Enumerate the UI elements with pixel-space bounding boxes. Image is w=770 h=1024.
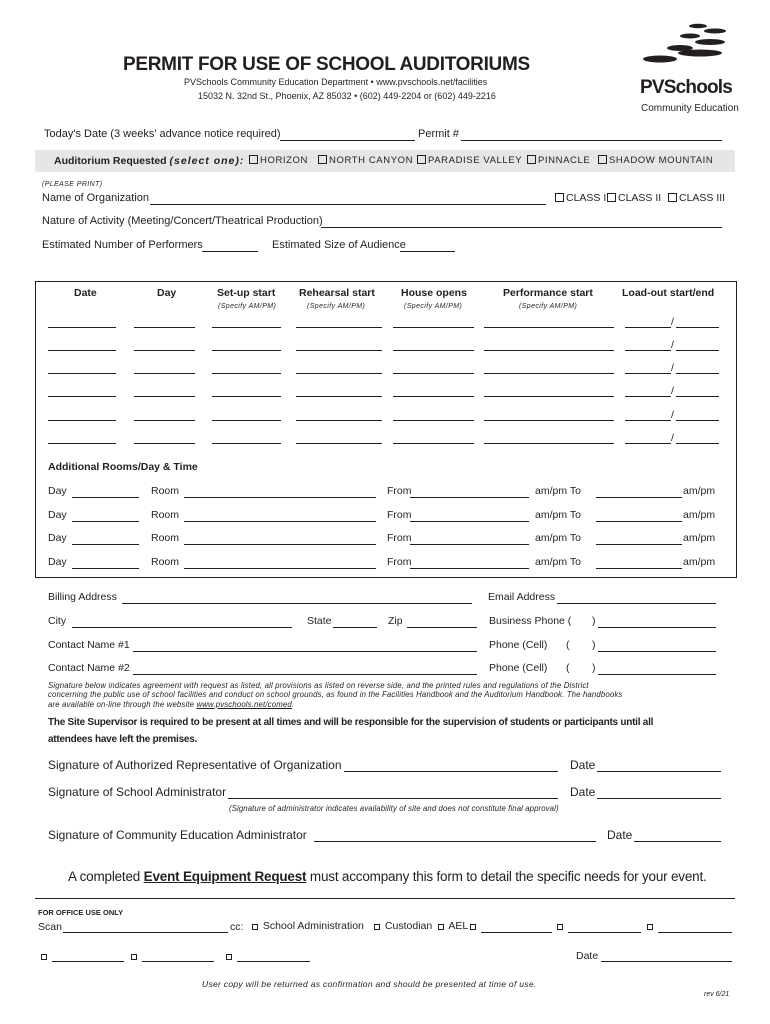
loadout-start-field[interactable] bbox=[625, 443, 671, 444]
office-title: FOR OFFICE USE ONLY bbox=[38, 908, 124, 917]
schedule-cell[interactable] bbox=[134, 327, 195, 328]
room-field[interactable] bbox=[184, 521, 376, 522]
cc-other-2[interactable] bbox=[557, 920, 565, 932]
checkbox[interactable] bbox=[607, 193, 616, 202]
cc-other-1-field[interactable] bbox=[481, 932, 552, 933]
state-field[interactable] bbox=[333, 627, 377, 628]
scan-label: Scan bbox=[38, 921, 62, 933]
phone-cell-2-label: Phone (Cell) bbox=[489, 662, 548, 674]
email-label: Email Address bbox=[488, 591, 556, 603]
day-field[interactable] bbox=[72, 544, 139, 545]
admin-note: (Signature of administrator indicates availability of site and does not constitute final approval) bbox=[229, 804, 559, 813]
ampm-to-label: am/pm To bbox=[535, 532, 581, 544]
class-ii-option[interactable]: CLASS II bbox=[607, 192, 661, 204]
office-date-label: Date bbox=[576, 950, 599, 962]
col-house-sub: (Specify AM/PM) bbox=[404, 303, 463, 310]
room-label: Room bbox=[151, 485, 180, 497]
schedule-cell[interactable] bbox=[393, 443, 474, 444]
loadout-end-field[interactable] bbox=[676, 350, 719, 351]
schedule-cell[interactable] bbox=[296, 443, 382, 444]
schedule-cell[interactable] bbox=[212, 350, 281, 351]
to-field[interactable] bbox=[596, 568, 682, 569]
billing-address-field[interactable] bbox=[122, 603, 472, 604]
checkbox[interactable] bbox=[374, 924, 380, 930]
cc-other-6[interactable] bbox=[226, 950, 234, 962]
schedule-cell[interactable] bbox=[48, 350, 116, 351]
cc-other-5-field[interactable] bbox=[142, 961, 214, 962]
permit-label: Permit # bbox=[418, 128, 459, 140]
schedule-cell[interactable] bbox=[393, 350, 474, 351]
department-line: PVSchools Community Education Department • www.pvschools.net/facilities bbox=[184, 77, 488, 87]
city-field[interactable] bbox=[72, 627, 292, 628]
checkbox[interactable] bbox=[647, 924, 653, 930]
pvschools-logo bbox=[640, 22, 740, 117]
rep-signature-label: Signature of Authorized Representative of Organization bbox=[48, 758, 342, 772]
cc-other-1[interactable] bbox=[470, 920, 478, 932]
option-pinnacle[interactable]: PINNACLE bbox=[527, 155, 590, 166]
phone-cell-2-field[interactable] bbox=[598, 674, 716, 675]
loadout-slash: / bbox=[671, 316, 674, 328]
ampm-to-label: am/pm To bbox=[535, 556, 581, 568]
option-horizon[interactable]: HORIZON bbox=[249, 155, 308, 166]
ce-admin-signature-label: Signature of Community Education Administrator bbox=[48, 828, 307, 842]
ce-admin-signature-field[interactable] bbox=[314, 841, 596, 842]
loadout-start-field[interactable] bbox=[625, 420, 671, 421]
phone-cell-1-field[interactable] bbox=[598, 651, 716, 652]
schedule-cell[interactable] bbox=[484, 443, 614, 444]
room-field[interactable] bbox=[184, 497, 376, 498]
option-shadow-mountain[interactable]: SHADOW MOUNTAIN bbox=[598, 155, 713, 166]
col-date: Date bbox=[74, 287, 97, 299]
contact2-label: Contact Name #2 bbox=[48, 662, 130, 674]
from-label: From bbox=[387, 485, 412, 497]
logo-subtitle: Community Education bbox=[641, 103, 739, 114]
phone-cell-1-label: Phone (Cell) bbox=[489, 639, 548, 651]
day-field[interactable] bbox=[72, 521, 139, 522]
ampm-to-label: am/pm To bbox=[535, 485, 581, 497]
audience-label: Estimated Size of Audience bbox=[272, 239, 406, 251]
day-label: Day bbox=[48, 509, 67, 521]
logo-swoosh-icon bbox=[640, 22, 740, 80]
loadout-slash: / bbox=[671, 385, 674, 397]
checkbox[interactable] bbox=[668, 193, 677, 202]
schedule-cell[interactable] bbox=[134, 443, 195, 444]
supervisor-notice: The Site Supervisor is required to be present at all times and will be responsible for the supervision of students or participants until all attendees have left the premises. bbox=[48, 717, 654, 745]
checkbox[interactable] bbox=[249, 155, 258, 164]
loadout-end-field[interactable] bbox=[676, 396, 719, 397]
loadout-end-field[interactable] bbox=[676, 327, 719, 328]
phone-cell-1-open: ( bbox=[566, 639, 570, 651]
to-field[interactable] bbox=[596, 544, 682, 545]
rep-signature-field[interactable] bbox=[344, 771, 558, 772]
business-phone-field[interactable] bbox=[598, 627, 716, 628]
col-house: House opens bbox=[401, 287, 467, 299]
checkbox[interactable] bbox=[417, 155, 426, 164]
admin-date-field[interactable] bbox=[597, 798, 721, 799]
from-field[interactable] bbox=[410, 544, 529, 545]
schedule-cell[interactable] bbox=[48, 420, 116, 421]
room-label: Room bbox=[151, 556, 180, 568]
ampm-label: am/pm bbox=[683, 556, 716, 568]
schedule-cell[interactable] bbox=[484, 396, 614, 397]
schedule-cell[interactable] bbox=[48, 396, 116, 397]
event-equipment-request-link[interactable]: Event Equipment Request bbox=[143, 869, 307, 884]
audience-field[interactable] bbox=[400, 251, 455, 252]
business-phone-close: ) bbox=[592, 615, 596, 627]
col-performance-sub: (Specify AM/PM) bbox=[519, 303, 578, 310]
office-divider bbox=[35, 898, 735, 899]
email-field[interactable] bbox=[557, 603, 716, 604]
performers-label: Estimated Number of Performers bbox=[42, 239, 203, 251]
col-performance: Performance start bbox=[503, 287, 593, 299]
schedule-cell[interactable] bbox=[212, 443, 281, 444]
room-label: Room bbox=[151, 532, 180, 544]
agreement-text: Signature below indicates agreement with request as listed, all provisions as listed on reverse side, and the printed rules and regulations of the District concerning the public use of school facilities and conduct on school grounds, as found in the Facilities Handbook and the Auditorium Handbook. The handbooks are available on-line through the website www.pvschools.net/comed. bbox=[48, 681, 623, 709]
cc-other-4-field[interactable] bbox=[52, 961, 124, 962]
phone-cell-1-close: ) bbox=[592, 639, 596, 651]
nature-label: Nature of Activity (Meeting/Concert/Theatrical Production) bbox=[42, 215, 323, 227]
nature-field[interactable] bbox=[321, 227, 722, 228]
schedule-cell[interactable] bbox=[296, 350, 382, 351]
checkbox[interactable] bbox=[131, 954, 137, 960]
ampm-label: am/pm bbox=[683, 509, 716, 521]
schedule-cell[interactable] bbox=[48, 373, 116, 374]
cc-school-admin[interactable]: School Administration bbox=[252, 920, 364, 932]
loadout-slash: / bbox=[671, 339, 674, 351]
schedule-cell[interactable] bbox=[296, 396, 382, 397]
col-rehearsal-sub: (Specify AM/PM) bbox=[307, 303, 366, 310]
room-field[interactable] bbox=[184, 544, 376, 545]
cc-other-4[interactable] bbox=[41, 950, 49, 962]
schedule-cell[interactable] bbox=[134, 350, 195, 351]
day-label: Day bbox=[48, 556, 67, 568]
from-field[interactable] bbox=[410, 568, 529, 569]
schedule-cell[interactable] bbox=[212, 327, 281, 328]
org-name-label: Name of Organization bbox=[42, 192, 149, 204]
option-paradise-valley[interactable]: PARADISE VALLEY bbox=[417, 155, 522, 166]
checkbox[interactable] bbox=[598, 155, 607, 164]
schedule-cell[interactable] bbox=[393, 420, 474, 421]
from-label: From bbox=[387, 509, 412, 521]
contact2-field[interactable] bbox=[133, 674, 477, 675]
admin-date-label: Date bbox=[570, 785, 596, 799]
to-field[interactable] bbox=[596, 521, 682, 522]
phone-cell-2-close: ) bbox=[592, 662, 596, 674]
from-label: From bbox=[387, 532, 412, 544]
logo-name: PVSchools bbox=[640, 77, 733, 98]
checkbox[interactable] bbox=[226, 954, 232, 960]
performers-field[interactable] bbox=[202, 251, 258, 252]
cc-other-2-field[interactable] bbox=[568, 932, 641, 933]
ampm-label: am/pm bbox=[683, 532, 716, 544]
schedule-cell[interactable] bbox=[484, 420, 614, 421]
equipment-note: A completed Event Equipment Request must accompany this form to detail the specific needs for your event. bbox=[68, 869, 707, 884]
city-label: City bbox=[48, 615, 67, 627]
room-label: Room bbox=[151, 509, 180, 521]
form-title: PERMIT FOR USE OF SCHOOL AUDITORIUMS bbox=[123, 54, 530, 75]
schedule-cell[interactable] bbox=[296, 327, 382, 328]
day-field[interactable] bbox=[72, 497, 139, 498]
loadout-end-field[interactable] bbox=[676, 443, 719, 444]
state-label: State bbox=[307, 615, 332, 627]
address-line: 15032 N. 32nd St., Phoenix, AZ 85032 • (602) 449-2204 or (602) 449-2216 bbox=[198, 91, 496, 101]
phone-cell-2-open: ( bbox=[566, 662, 570, 674]
schedule-cell[interactable] bbox=[134, 373, 195, 374]
auditorium-label: Auditorium Requested (select one): bbox=[54, 155, 245, 167]
schedule-cell[interactable] bbox=[134, 396, 195, 397]
schedule-cell[interactable] bbox=[48, 327, 116, 328]
col-loadout: Load-out start/end bbox=[622, 287, 715, 299]
permit-number-field[interactable] bbox=[461, 140, 722, 141]
cc-custodian[interactable]: Custodian bbox=[374, 920, 432, 932]
room-field[interactable] bbox=[184, 568, 376, 569]
schedule-cell[interactable] bbox=[296, 420, 382, 421]
cc-ael[interactable]: AEL bbox=[438, 920, 468, 932]
zip-label: Zip bbox=[388, 615, 403, 627]
billing-label: Billing Address bbox=[48, 591, 117, 603]
revision: rev 6/21 bbox=[704, 991, 730, 998]
checkbox[interactable] bbox=[470, 924, 476, 930]
scan-field[interactable] bbox=[63, 932, 228, 933]
checkbox[interactable] bbox=[555, 193, 564, 202]
office-date-field[interactable] bbox=[601, 961, 732, 962]
from-field[interactable] bbox=[410, 521, 529, 522]
loadout-end-field[interactable] bbox=[676, 420, 719, 421]
please-print-note: (PLEASE PRINT) bbox=[42, 181, 103, 188]
cc-other-3-field[interactable] bbox=[658, 932, 732, 933]
admin-signature-label: Signature of School Administrator bbox=[48, 785, 227, 799]
schedule-cell[interactable] bbox=[134, 420, 195, 421]
loadout-end-field[interactable] bbox=[676, 373, 719, 374]
from-field[interactable] bbox=[410, 497, 529, 498]
col-rehearsal: Rehearsal start bbox=[299, 287, 375, 299]
col-setup-sub: (Specify AM/PM) bbox=[218, 303, 277, 310]
cc-other-6-field[interactable] bbox=[237, 961, 310, 962]
rep-date-label: Date bbox=[570, 758, 596, 772]
schedule-cell[interactable] bbox=[393, 327, 474, 328]
day-label: Day bbox=[48, 532, 67, 544]
cc-label: cc: bbox=[230, 921, 244, 933]
col-day: Day bbox=[157, 287, 177, 299]
additional-title: Additional Rooms/Day & Time bbox=[48, 461, 198, 473]
schedule-cell[interactable] bbox=[484, 373, 614, 374]
contact1-field[interactable] bbox=[133, 651, 477, 652]
checkbox[interactable] bbox=[252, 924, 258, 930]
class-i-option[interactable]: CLASS I bbox=[555, 192, 606, 204]
todays-date-label: Today's Date (3 weeks' advance notice required) bbox=[44, 128, 281, 140]
schedule-cell[interactable] bbox=[484, 350, 614, 351]
schedule-cell[interactable] bbox=[393, 373, 474, 374]
schedule-cell[interactable] bbox=[212, 420, 281, 421]
business-phone-label: Business Phone ( bbox=[489, 615, 572, 627]
schedule-cell[interactable] bbox=[393, 396, 474, 397]
checkbox[interactable] bbox=[527, 155, 536, 164]
loadout-start-field[interactable] bbox=[625, 373, 671, 374]
cc-other-5[interactable] bbox=[131, 950, 139, 962]
day-field[interactable] bbox=[72, 568, 139, 569]
to-field[interactable] bbox=[596, 497, 682, 498]
ce-admin-date-field[interactable] bbox=[634, 841, 721, 842]
admin-signature-field[interactable] bbox=[228, 798, 558, 799]
org-name-field[interactable] bbox=[150, 204, 546, 205]
schedule-cell[interactable] bbox=[212, 373, 281, 374]
loadout-start-field[interactable] bbox=[625, 350, 671, 351]
ampm-label: am/pm bbox=[683, 485, 716, 497]
loadout-slash: / bbox=[671, 362, 674, 374]
schedule-cell[interactable] bbox=[48, 443, 116, 444]
contact1-label: Contact Name #1 bbox=[48, 639, 130, 651]
footer-note: User copy will be returned as confirmation and should be presented at time of use. bbox=[202, 979, 537, 989]
todays-date-field[interactable] bbox=[280, 140, 415, 141]
loadout-start-field[interactable] bbox=[625, 396, 671, 397]
option-north-canyon[interactable]: NORTH CANYON bbox=[318, 155, 413, 166]
col-setup: Set-up start bbox=[217, 287, 276, 299]
loadout-slash: / bbox=[671, 432, 674, 444]
class-iii-option[interactable]: CLASS III bbox=[668, 192, 725, 204]
ce-admin-date-label: Date bbox=[607, 828, 633, 842]
handbook-link[interactable]: www.pvschools.net/comed bbox=[196, 699, 292, 709]
from-label: From bbox=[387, 556, 412, 568]
schedule-cell[interactable] bbox=[296, 373, 382, 374]
loadout-start-field[interactable] bbox=[625, 327, 671, 328]
checkbox[interactable] bbox=[438, 924, 444, 930]
checkbox[interactable] bbox=[318, 155, 327, 164]
cc-other-3[interactable] bbox=[647, 920, 655, 932]
rep-date-field[interactable] bbox=[597, 771, 721, 772]
schedule-cell[interactable] bbox=[212, 396, 281, 397]
loadout-slash: / bbox=[671, 409, 674, 421]
ampm-to-label: am/pm To bbox=[535, 509, 581, 521]
zip-field[interactable] bbox=[407, 627, 477, 628]
checkbox[interactable] bbox=[41, 954, 47, 960]
schedule-cell[interactable] bbox=[484, 327, 614, 328]
schedule-box bbox=[35, 281, 737, 578]
day-label: Day bbox=[48, 485, 67, 497]
checkbox[interactable] bbox=[557, 924, 563, 930]
